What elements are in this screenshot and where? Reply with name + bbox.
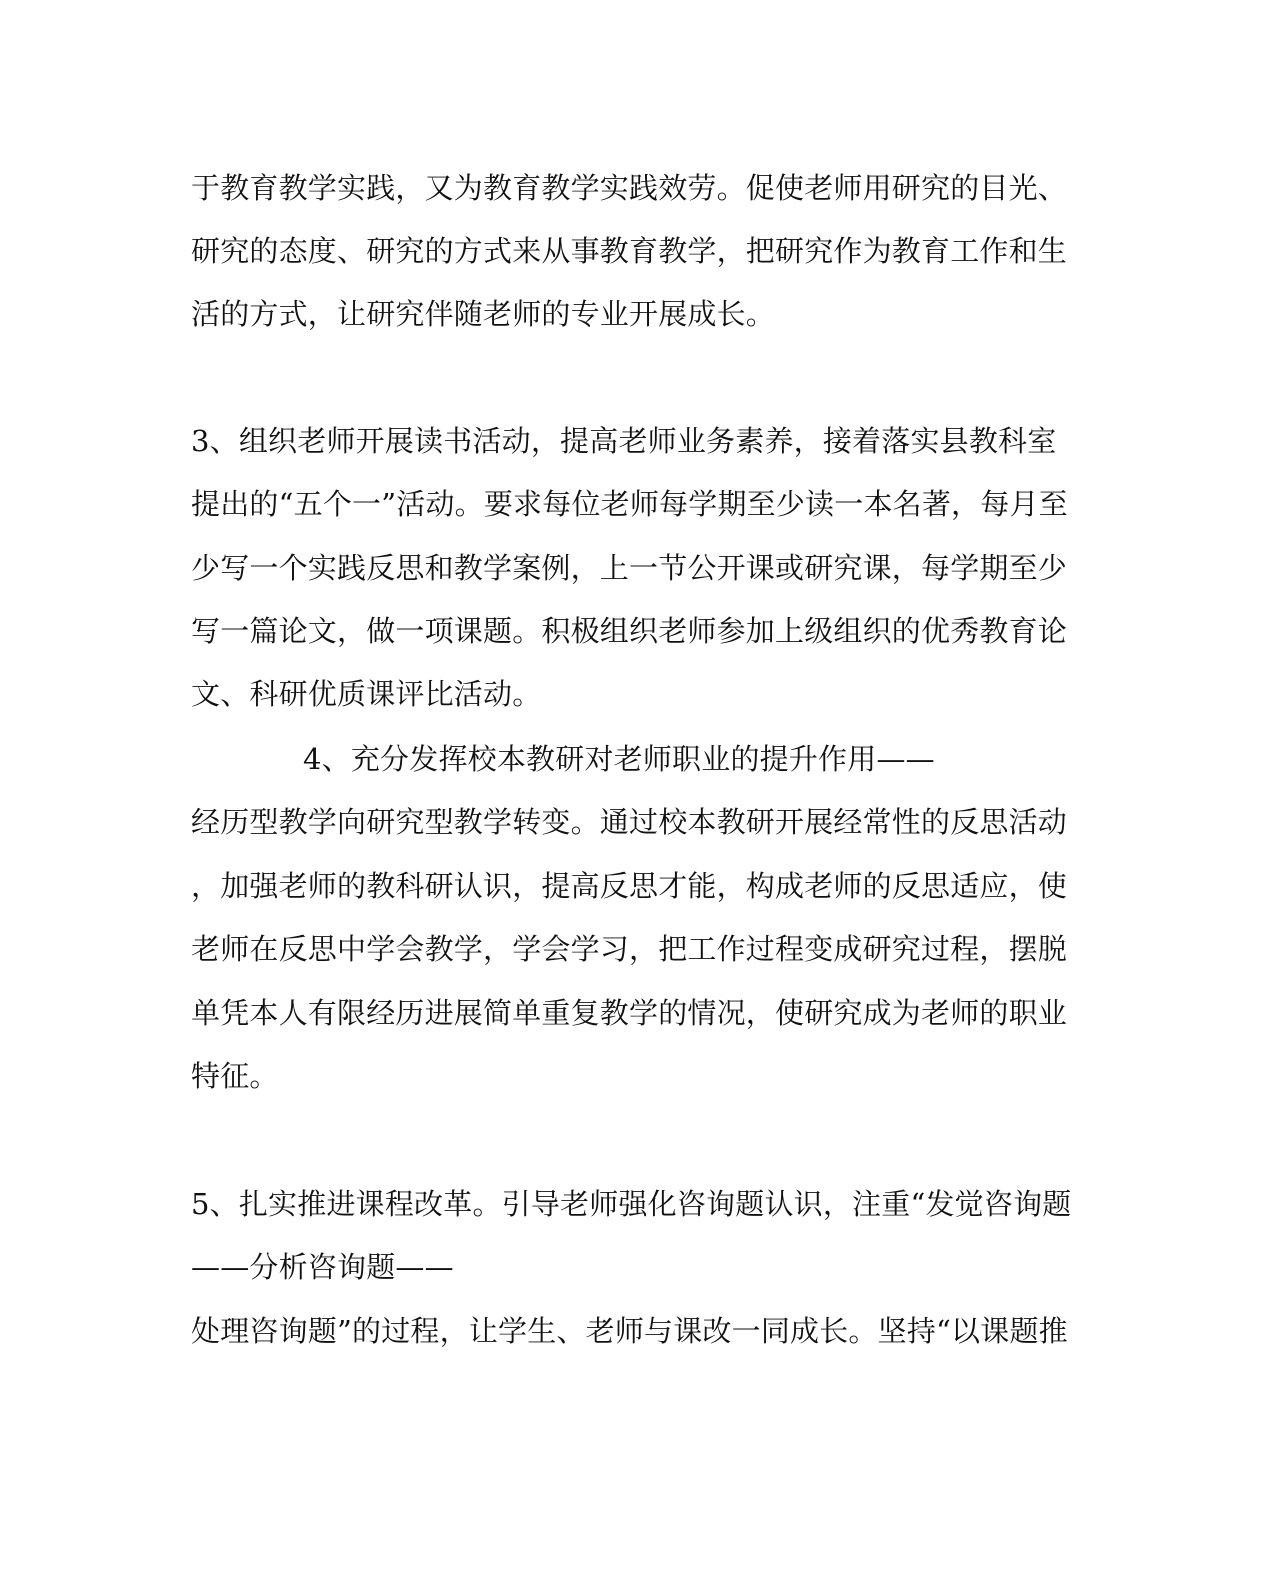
paragraph-line: 单凭本人有限经历进展简单重复教学的情况，使研究成为老师的职业 <box>191 996 1068 1030</box>
paragraph-line: 文、科研优质课评比活动。 <box>191 677 542 711</box>
paragraph-line: 于教育教学实践，又为教育教学实践效劳。促使老师用研究的目光、 <box>191 171 1068 205</box>
paragraph-line: 3、组织老师开展读书活动，提高老师业务素养，接着落实县教科室 <box>191 424 1057 458</box>
paragraph-line: 少写一个实践反思和教学案例，上一节公开课或研究课，每学期至少 <box>191 551 1068 585</box>
paragraph-line: 研究的态度、研究的方式来从事教育教学，把研究作为教育工作和生 <box>191 234 1068 268</box>
paragraph-line: 5、扎实推进课程改革。引导老师强化咨询题认识，注重“发觉咨询题 <box>191 1187 1072 1221</box>
paragraph-line: ，加强老师的教科研认识，提高反思才能，构成老师的反思适应，使 <box>191 869 1068 903</box>
paragraph-line: 写一篇论文，做一项课题。积极组织老师参加上级组织的优秀教育论 <box>191 614 1068 648</box>
paragraph-line: 经历型教学向研究型教学转变。通过校本教研开展经常性的反思活动 <box>191 805 1068 839</box>
paragraph-line: ——分析咨询题—— <box>191 1250 454 1284</box>
paragraph-line: 老师在反思中学会教学，学会学习，把工作过程变成研究过程，摆脱 <box>191 932 1068 966</box>
paragraph-line: 处理咨询题”的过程，让学生、老师与课改一同成长。坚持“以课题推 <box>191 1314 1068 1348</box>
paragraph-line: 特征。 <box>191 1059 279 1093</box>
paragraph-line: 活的方式，让研究伴随老师的专业开展成长。 <box>191 297 776 331</box>
section-heading-line: 4、充分发挥校本教研对老师职业的提升作用—— <box>303 742 935 776</box>
paragraph-line: 提出的“五个一”活动。要求每位老师每学期至少读一本名著，每月至 <box>191 487 1068 521</box>
